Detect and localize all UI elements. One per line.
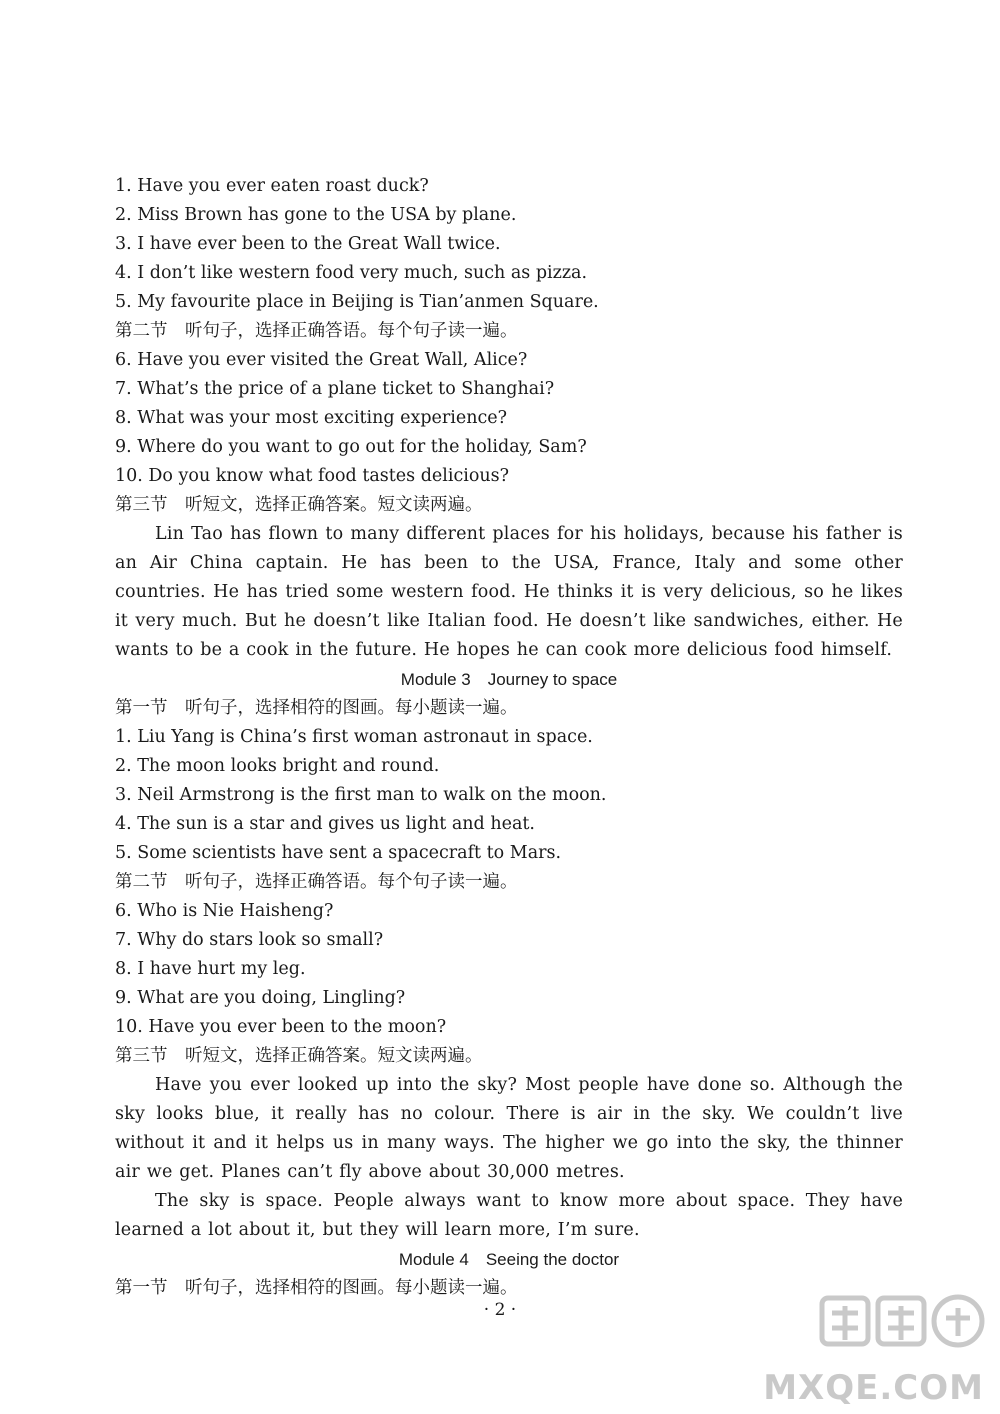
sentence-item: 7. What’s the price of a plane ticket to Shanghai? <box>115 379 555 399</box>
sentence-item: 4. The sun is a star and gives us light and heat. <box>115 814 535 834</box>
sentence-item: 9. What are you doing, Lingling? <box>115 988 406 1008</box>
page-number: · 2 · <box>483 1300 517 1320</box>
sentence-item: 1. Liu Yang is China’s first woman astronaut in space. <box>115 727 593 747</box>
section-heading: 第二节 听句子，选择正确答语。每个句子读一遍。 <box>115 321 518 341</box>
sentence-item: 8. What was your most exciting experience? <box>115 408 508 428</box>
module-title: Module 4 Seeing the doctor <box>398 1250 620 1269</box>
listening-passage: Lin Tao has flown to many different places for his holidays, because his father is an Air China captain. He has been to the USA, France, Italy and some other countries. He has tried some western food. He thinks it is very delicious, so he likes it very much. But he doesn’t like Italian food. He doesn’t like sandwiches, either. He wants to be a cook in the future. He hopes he can cook more delicious food himself. <box>115 524 903 660</box>
sentence-item: 8. I have hurt my leg. <box>115 959 306 979</box>
section-heading: 第二节 听句子，选择正确答语。每个句子读一遍。 <box>115 872 518 892</box>
page-content <box>115 172 903 1303</box>
sentence-item: 3. I have ever been to the Great Wall twice. <box>115 234 501 254</box>
section-heading: 第一节 听句子，选择相符的图画。每小题读一遍。 <box>115 1278 518 1298</box>
watermark-glyph-icon <box>722 1288 992 1368</box>
sentence-item: 2. Miss Brown has gone to the USA by plane. <box>115 205 517 225</box>
sentence-item: 10. Have you ever been to the moon? <box>115 1017 447 1037</box>
sentence-item: 9. Where do you want to go out for the holiday, Sam? <box>115 437 587 457</box>
listening-passage: The sky is space. People always want to know more about space. They have learned a lot about it, but they will learn more, I’m sure. <box>115 1191 903 1240</box>
sentence-item: 6. Who is Nie Haisheng? <box>115 901 334 921</box>
sentence-item: 1. Have you ever eaten roast duck? <box>115 176 429 196</box>
sentence-item: 5. Some scientists have sent a spacecraft to Mars. <box>115 843 562 863</box>
sentence-item: 4. I don’t like western food very much, such as pizza. <box>115 263 588 283</box>
section-heading: 第三节 听短文，选择正确答案。短文读两遍。 <box>115 495 483 515</box>
section-heading: 第三节 听短文，选择正确答案。短文读两遍。 <box>115 1046 483 1066</box>
sentence-item: 6. Have you ever visited the Great Wall, Alice? <box>115 350 528 370</box>
listening-passage: Have you ever looked up into the sky? Most people have done so. Although the sky looks blue, it really has no colour. There is air in the sky. We couldn’t live without it and it helps us in many ways. The higher we go into the sky, the thinner air we get. Planes can’t fly above about 30,000 metres. <box>115 1075 903 1182</box>
sentence-item: 2. The moon looks bright and round. <box>115 756 440 776</box>
module-title: Module 3 Journey to space <box>400 670 618 689</box>
sentence-item: 3. Neil Armstrong is the first man to walk on the moon. <box>115 785 607 805</box>
sentence-item: 5. My favourite place in Beijing is Tian’anmen Square. <box>115 292 599 312</box>
sentence-item: 7. Why do stars look so small? <box>115 930 384 950</box>
watermark-logo <box>722 1288 992 1408</box>
sentence-item: 10. Do you know what food tastes delicious? <box>115 466 510 486</box>
section-heading: 第一节 听句子，选择相符的图画。每小题读一遍。 <box>115 698 518 718</box>
watermark-text: MXQE.COM <box>763 1368 984 1408</box>
